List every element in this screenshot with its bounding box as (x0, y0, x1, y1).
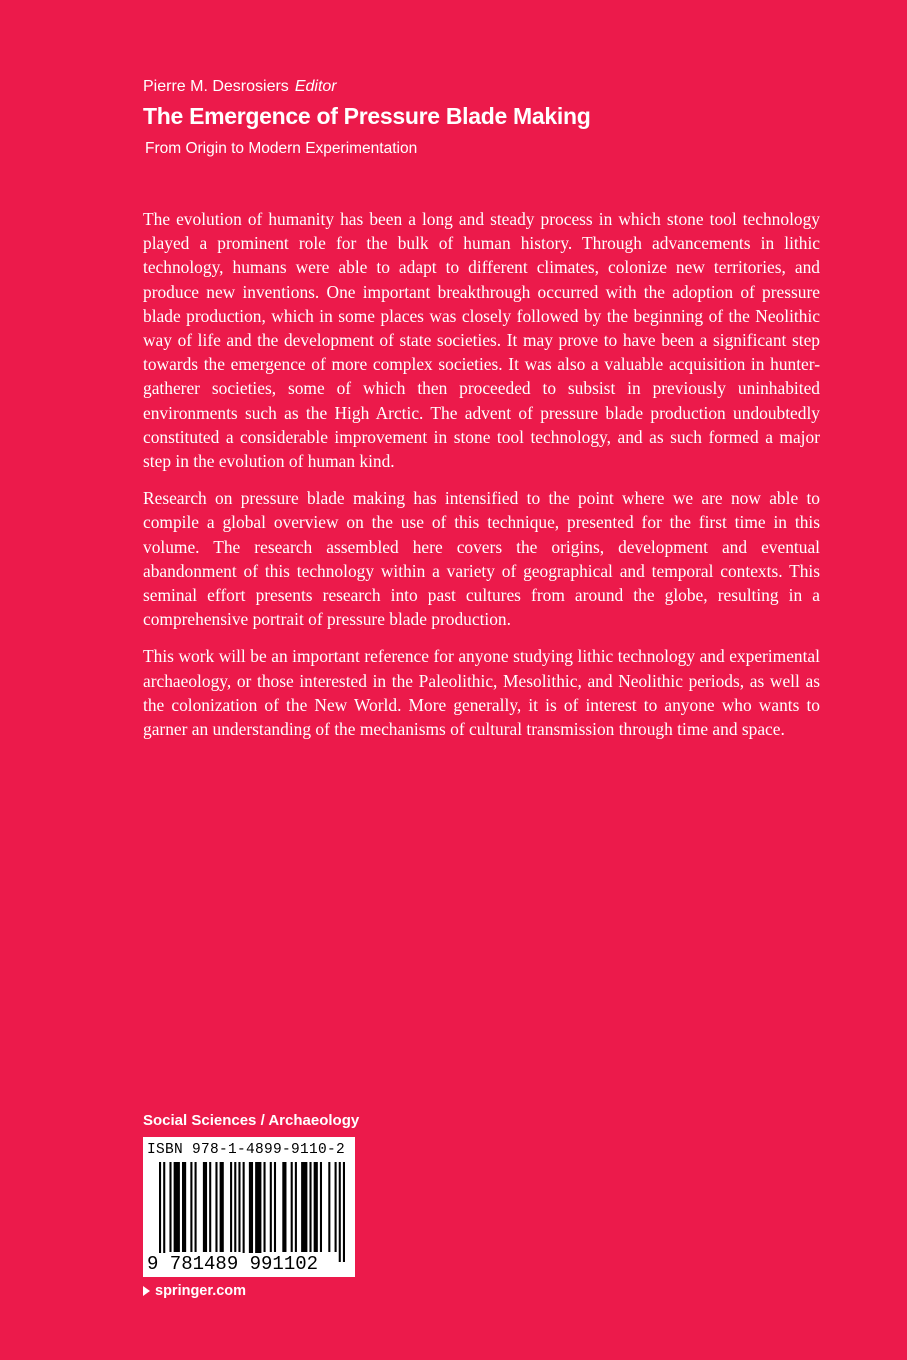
blurb (143, 207, 820, 754)
barcode-bar (343, 1162, 345, 1262)
barcode-bar (263, 1162, 265, 1252)
barcode-bar (182, 1162, 186, 1252)
play-arrow-icon (143, 1286, 150, 1296)
barcode-bars (159, 1162, 345, 1262)
book-title: The Emergence of Pressure Blade Making (143, 103, 591, 129)
isbn-barcode (143, 1137, 355, 1277)
barcode-bar (159, 1162, 161, 1262)
barcode-bar (328, 1162, 330, 1252)
isbn-label: ISBN 978-1-4899-9110-2 (147, 1142, 346, 1158)
editor-role: Editor (294, 78, 337, 95)
barcode-bar (339, 1162, 341, 1262)
barcode-bar (174, 1162, 180, 1252)
blurb-paragraph-2: Research on pressure blade making has intensified to the point where we are now able to compile a global overview on the use of this technique, presented for the first time in this volume. The research assembled here covers the origins, development and eventual abandonment of this technology within a variety of geographical and temporal contexts. This seminal effort presents research into past cultures from around the globe, resulting in a comprehensive portrait of pressure blade production. (143, 488, 820, 630)
publisher-link[interactable] (143, 1281, 246, 1301)
publisher-link-label: springer.com (155, 1283, 247, 1299)
book-subtitle: From Origin to Modern Experimentation (145, 140, 418, 157)
barcode-bar (255, 1162, 261, 1262)
barcode-bar (195, 1162, 197, 1252)
barcode-bar (249, 1162, 253, 1262)
barcode-bar (291, 1162, 293, 1252)
editor-name: Pierre M. Desrosiers (143, 78, 289, 95)
barcode-bar (301, 1162, 307, 1252)
barcode-bar (169, 1162, 171, 1252)
barcode-bar (335, 1162, 337, 1252)
barcode-bar (314, 1162, 318, 1252)
barcode-bar (295, 1162, 297, 1252)
subject-category: Social Sciences / Archaeology (143, 1112, 360, 1129)
barcode-bar (163, 1162, 165, 1262)
barcode-bar (243, 1162, 245, 1262)
barcode-bar (282, 1162, 286, 1252)
blurb-paragraph-1: The evolution of humanity has been a long and steady process in which stone tool technology played a prominent role for the bulk of human history. Through advancements in lithic technology, humans were able to adapt to different climates, colonize new territories, and produce new inventions. One important breakthrough occurred with the adoption of pressure blade production, which in some places was closely followed by the beginning of the Neolithic way of life and the development of state societies. It may prove to have been a significant step towards the emergence of more complex societies. It was also a valuable acquisition in hunter-gatherer societies, some of which then proceeded to subsist in previously uninhabited environments such as the High Arctic. The advent of pressure blade production undoubtedly constituted a considerable improvement in stone tool technology, and as such formed a major step in the evolution of human kind. (143, 209, 820, 472)
barcode-digits: 9 781489 991102 (147, 1253, 319, 1275)
barcode-bar (215, 1162, 217, 1252)
barcode-bar (270, 1162, 272, 1252)
barcode-bar (320, 1162, 322, 1252)
barcode-bar (203, 1162, 207, 1252)
book-header (143, 76, 823, 160)
barcode-bar (274, 1162, 276, 1252)
barcode-bar (234, 1162, 236, 1252)
barcode-bar (230, 1162, 232, 1252)
barcode-bar (190, 1162, 192, 1252)
blurb-paragraph-3: This work will be an important reference for anyone studying lithic technology and experimental archaeology, or those interested in the Paleolithic, Mesolithic, and Neolithic periods, as well as the colonization of the New World. More generally, it is of interest to anyone who wants to garner an understanding of the mechanisms of cultural transmission through time and space. (143, 646, 820, 740)
editor-line (143, 76, 823, 98)
barcode-bar (209, 1162, 211, 1252)
barcode-bar (238, 1162, 240, 1252)
barcode-bar (309, 1162, 311, 1252)
barcode-bar (220, 1162, 224, 1252)
